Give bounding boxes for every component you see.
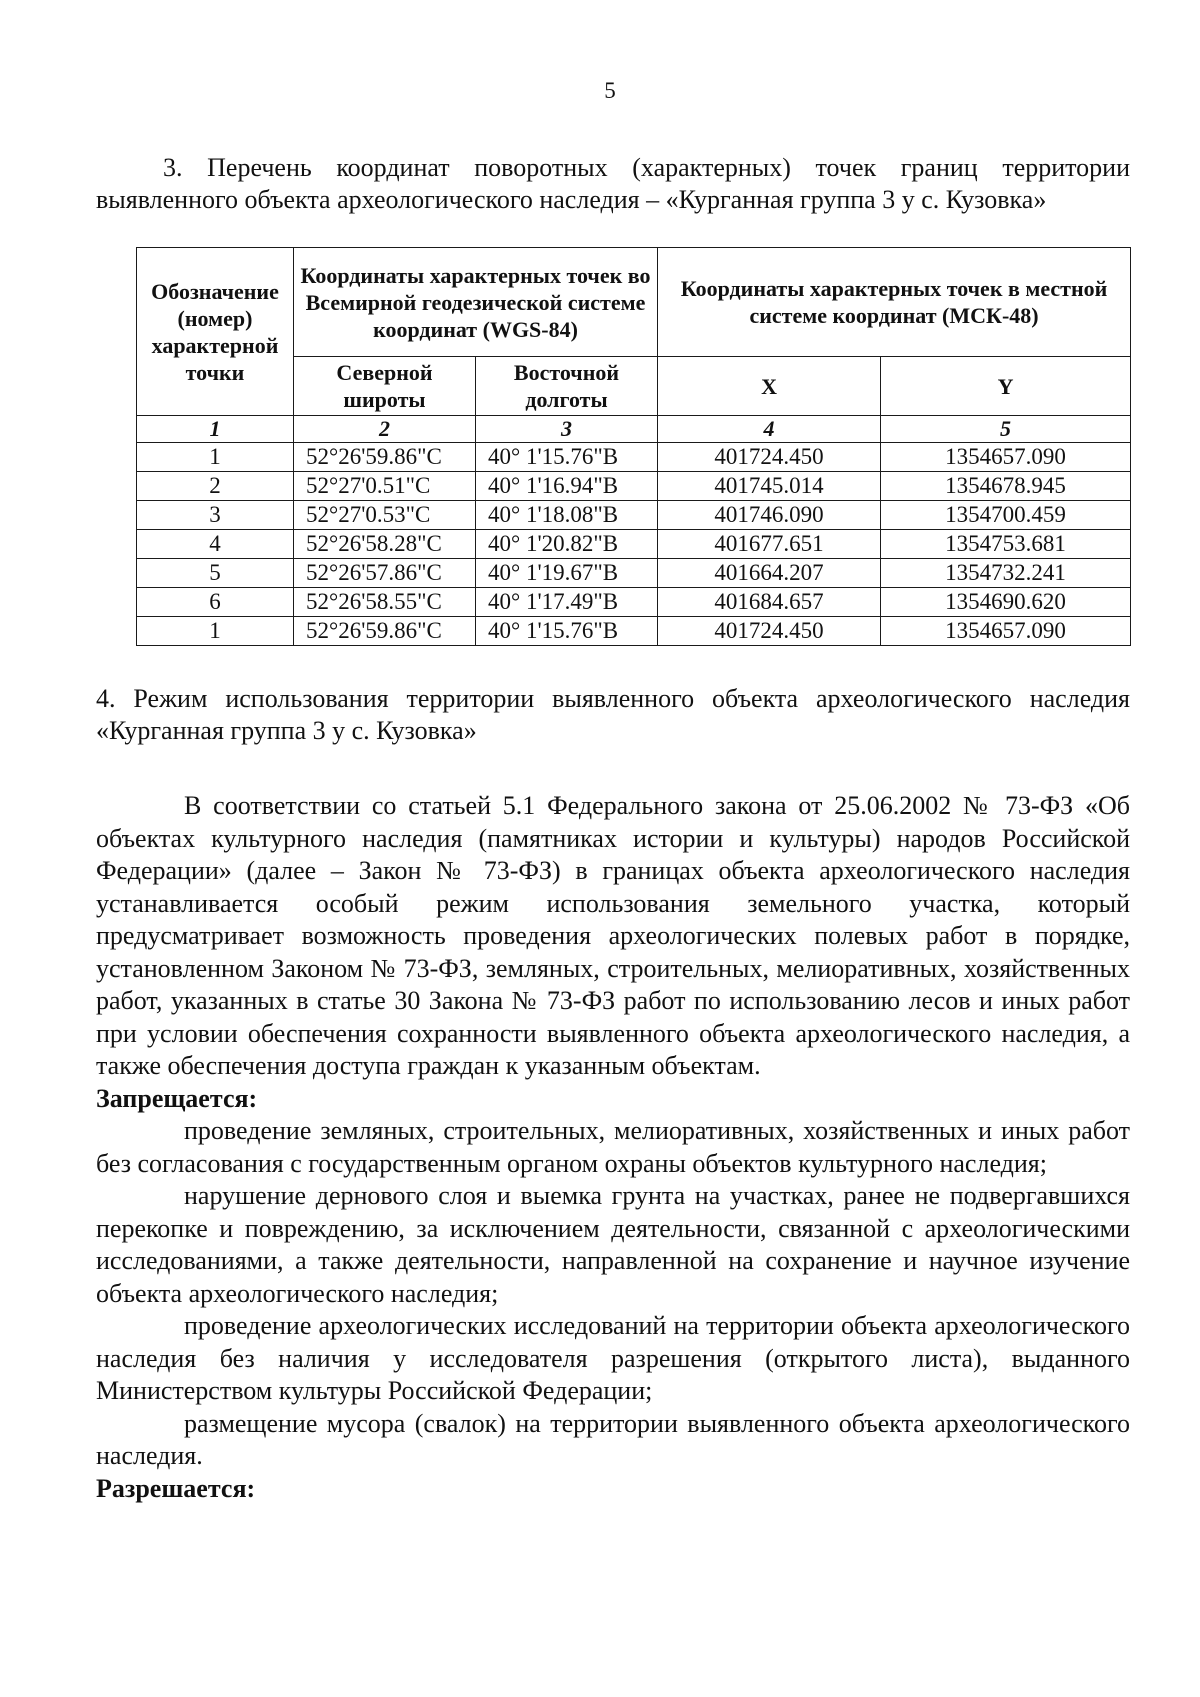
cell-y: 1354753.681 xyxy=(881,530,1131,559)
prohibited-label: Запрещается: xyxy=(96,1083,258,1113)
cell-latitude: 52°26'58.55"С xyxy=(294,588,476,617)
coordinates-table xyxy=(136,247,1131,646)
section-3-heading: 3. Перечень координат поворотных (характерных) точек границ территории выявленного объекта археологического наследия – «Курганная группа 3 у с. Кузовка» xyxy=(96,153,1130,214)
column-number: 2 xyxy=(294,416,476,443)
section-4-heading: 4. Режим использования территории выявленного объекта археологического наследия «Курганная группа 3 у с. Кузовка» xyxy=(96,684,1130,745)
intro-paragraph: В соответствии со статьей 5.1 Федерального закона от 25.06.2002 № 73-ФЗ «Об объектах культурного наследия (памятниках истории и культуры) народов Российской Федерации» (далее – Закон № 73-ФЗ) в границах объекта археологического наследия устанавливается особый режим использования земельного участка, который предусматривает возможность проведения археологических полевых работ в порядке, установленном Законом № 73-ФЗ, земляных, строительных, мелиоративных, хозяйственных работ, указанных в статье 30 Закона № 73-ФЗ работ по использованию лесов и иных работ при условии обеспечения сохранности выявленного объекта археологического наследия, а также обеспечения доступа граждан к указанным объектам. xyxy=(96,791,1130,1080)
cell-longitude: 40° 1'15.76"В xyxy=(476,617,658,646)
table-row xyxy=(137,588,1131,617)
cell-longitude: 40° 1'18.08"В xyxy=(476,501,658,530)
cell-longitude: 40° 1'19.67"В xyxy=(476,559,658,588)
table-row xyxy=(137,501,1131,530)
cell-x: 401677.651 xyxy=(658,530,881,559)
column-numbers-row xyxy=(137,416,1131,443)
column-number: 5 xyxy=(881,416,1131,443)
cell-point-id: 1 xyxy=(137,443,294,472)
prohibited-item: размещение мусора (свалок) на территории выявленного объекта археологического наследия. xyxy=(96,1408,1130,1470)
cell-y: 1354657.090 xyxy=(881,443,1131,472)
regime-body xyxy=(96,790,1130,1505)
prohibited-item: нарушение дернового слоя и выемка грунта на участках, ранее не подвергавшихся перекопке и повреждению, за исключением деятельности, связанной с археологическими исследованиями, а также деятельности, направленной на сохранение и научное изучение объекта археологического наследия; xyxy=(96,1181,1130,1308)
header-latitude: Северной широты xyxy=(294,357,476,416)
cell-y: 1354732.241 xyxy=(881,559,1131,588)
cell-point-id: 6 xyxy=(137,588,294,617)
table-row xyxy=(137,443,1131,472)
cell-y: 1354690.620 xyxy=(881,588,1131,617)
column-number: 3 xyxy=(476,416,658,443)
cell-x: 401724.450 xyxy=(658,617,881,646)
cell-point-id: 1 xyxy=(137,617,294,646)
cell-latitude: 52°27'0.51"С xyxy=(294,472,476,501)
cell-y: 1354678.945 xyxy=(881,472,1131,501)
cell-x: 401745.014 xyxy=(658,472,881,501)
cell-y: 1354700.459 xyxy=(881,501,1131,530)
column-number: 4 xyxy=(658,416,881,443)
cell-x: 401746.090 xyxy=(658,501,881,530)
header-x: X xyxy=(658,357,881,416)
page-number: 5 xyxy=(604,78,616,103)
table-row xyxy=(137,530,1131,559)
header-y: Y xyxy=(881,357,1131,416)
cell-point-id: 2 xyxy=(137,472,294,501)
cell-x: 401724.450 xyxy=(658,443,881,472)
prohibited-item: проведение земляных, строительных, мелиоративных, хозяйственных и иных работ без согласования с государственным органом охраны объектов культурного наследия; xyxy=(96,1116,1130,1178)
table-row xyxy=(137,617,1131,646)
cell-longitude: 40° 1'17.49"В xyxy=(476,588,658,617)
cell-latitude: 52°26'57.86"С xyxy=(294,559,476,588)
cell-point-id: 5 xyxy=(137,559,294,588)
cell-longitude: 40° 1'20.82"В xyxy=(476,530,658,559)
cell-point-id: 4 xyxy=(137,530,294,559)
cell-x: 401684.657 xyxy=(658,588,881,617)
header-point-designation: Обозначение (номер) характерной точки xyxy=(137,248,294,416)
cell-point-id: 3 xyxy=(137,501,294,530)
table-row xyxy=(137,559,1131,588)
header-longitude: Восточной долготы xyxy=(476,357,658,416)
table-row xyxy=(137,472,1131,501)
prohibited-item: проведение археологических исследований на территории объекта археологического наследия без наличия у исследователя разрешения (открытого листа), выданного Министерством культуры Российской Федерации; xyxy=(96,1311,1130,1405)
cell-y: 1354657.090 xyxy=(881,617,1131,646)
cell-latitude: 52°26'59.86"С xyxy=(294,617,476,646)
cell-x: 401664.207 xyxy=(658,559,881,588)
column-number: 1 xyxy=(137,416,294,443)
cell-latitude: 52°27'0.53"С xyxy=(294,501,476,530)
header-msk48: Координаты характерных точек в местной системе координат (МСК-48) xyxy=(658,248,1131,357)
cell-longitude: 40° 1'16.94"В xyxy=(476,472,658,501)
header-wgs84: Координаты характерных точек во Всемирной геодезической системе координат (WGS-84) xyxy=(294,248,658,357)
cell-latitude: 52°26'58.28"С xyxy=(294,530,476,559)
cell-latitude: 52°26'59.86"С xyxy=(294,443,476,472)
allowed-label: Разрешается: xyxy=(96,1473,256,1503)
cell-longitude: 40° 1'15.76"В xyxy=(476,443,658,472)
